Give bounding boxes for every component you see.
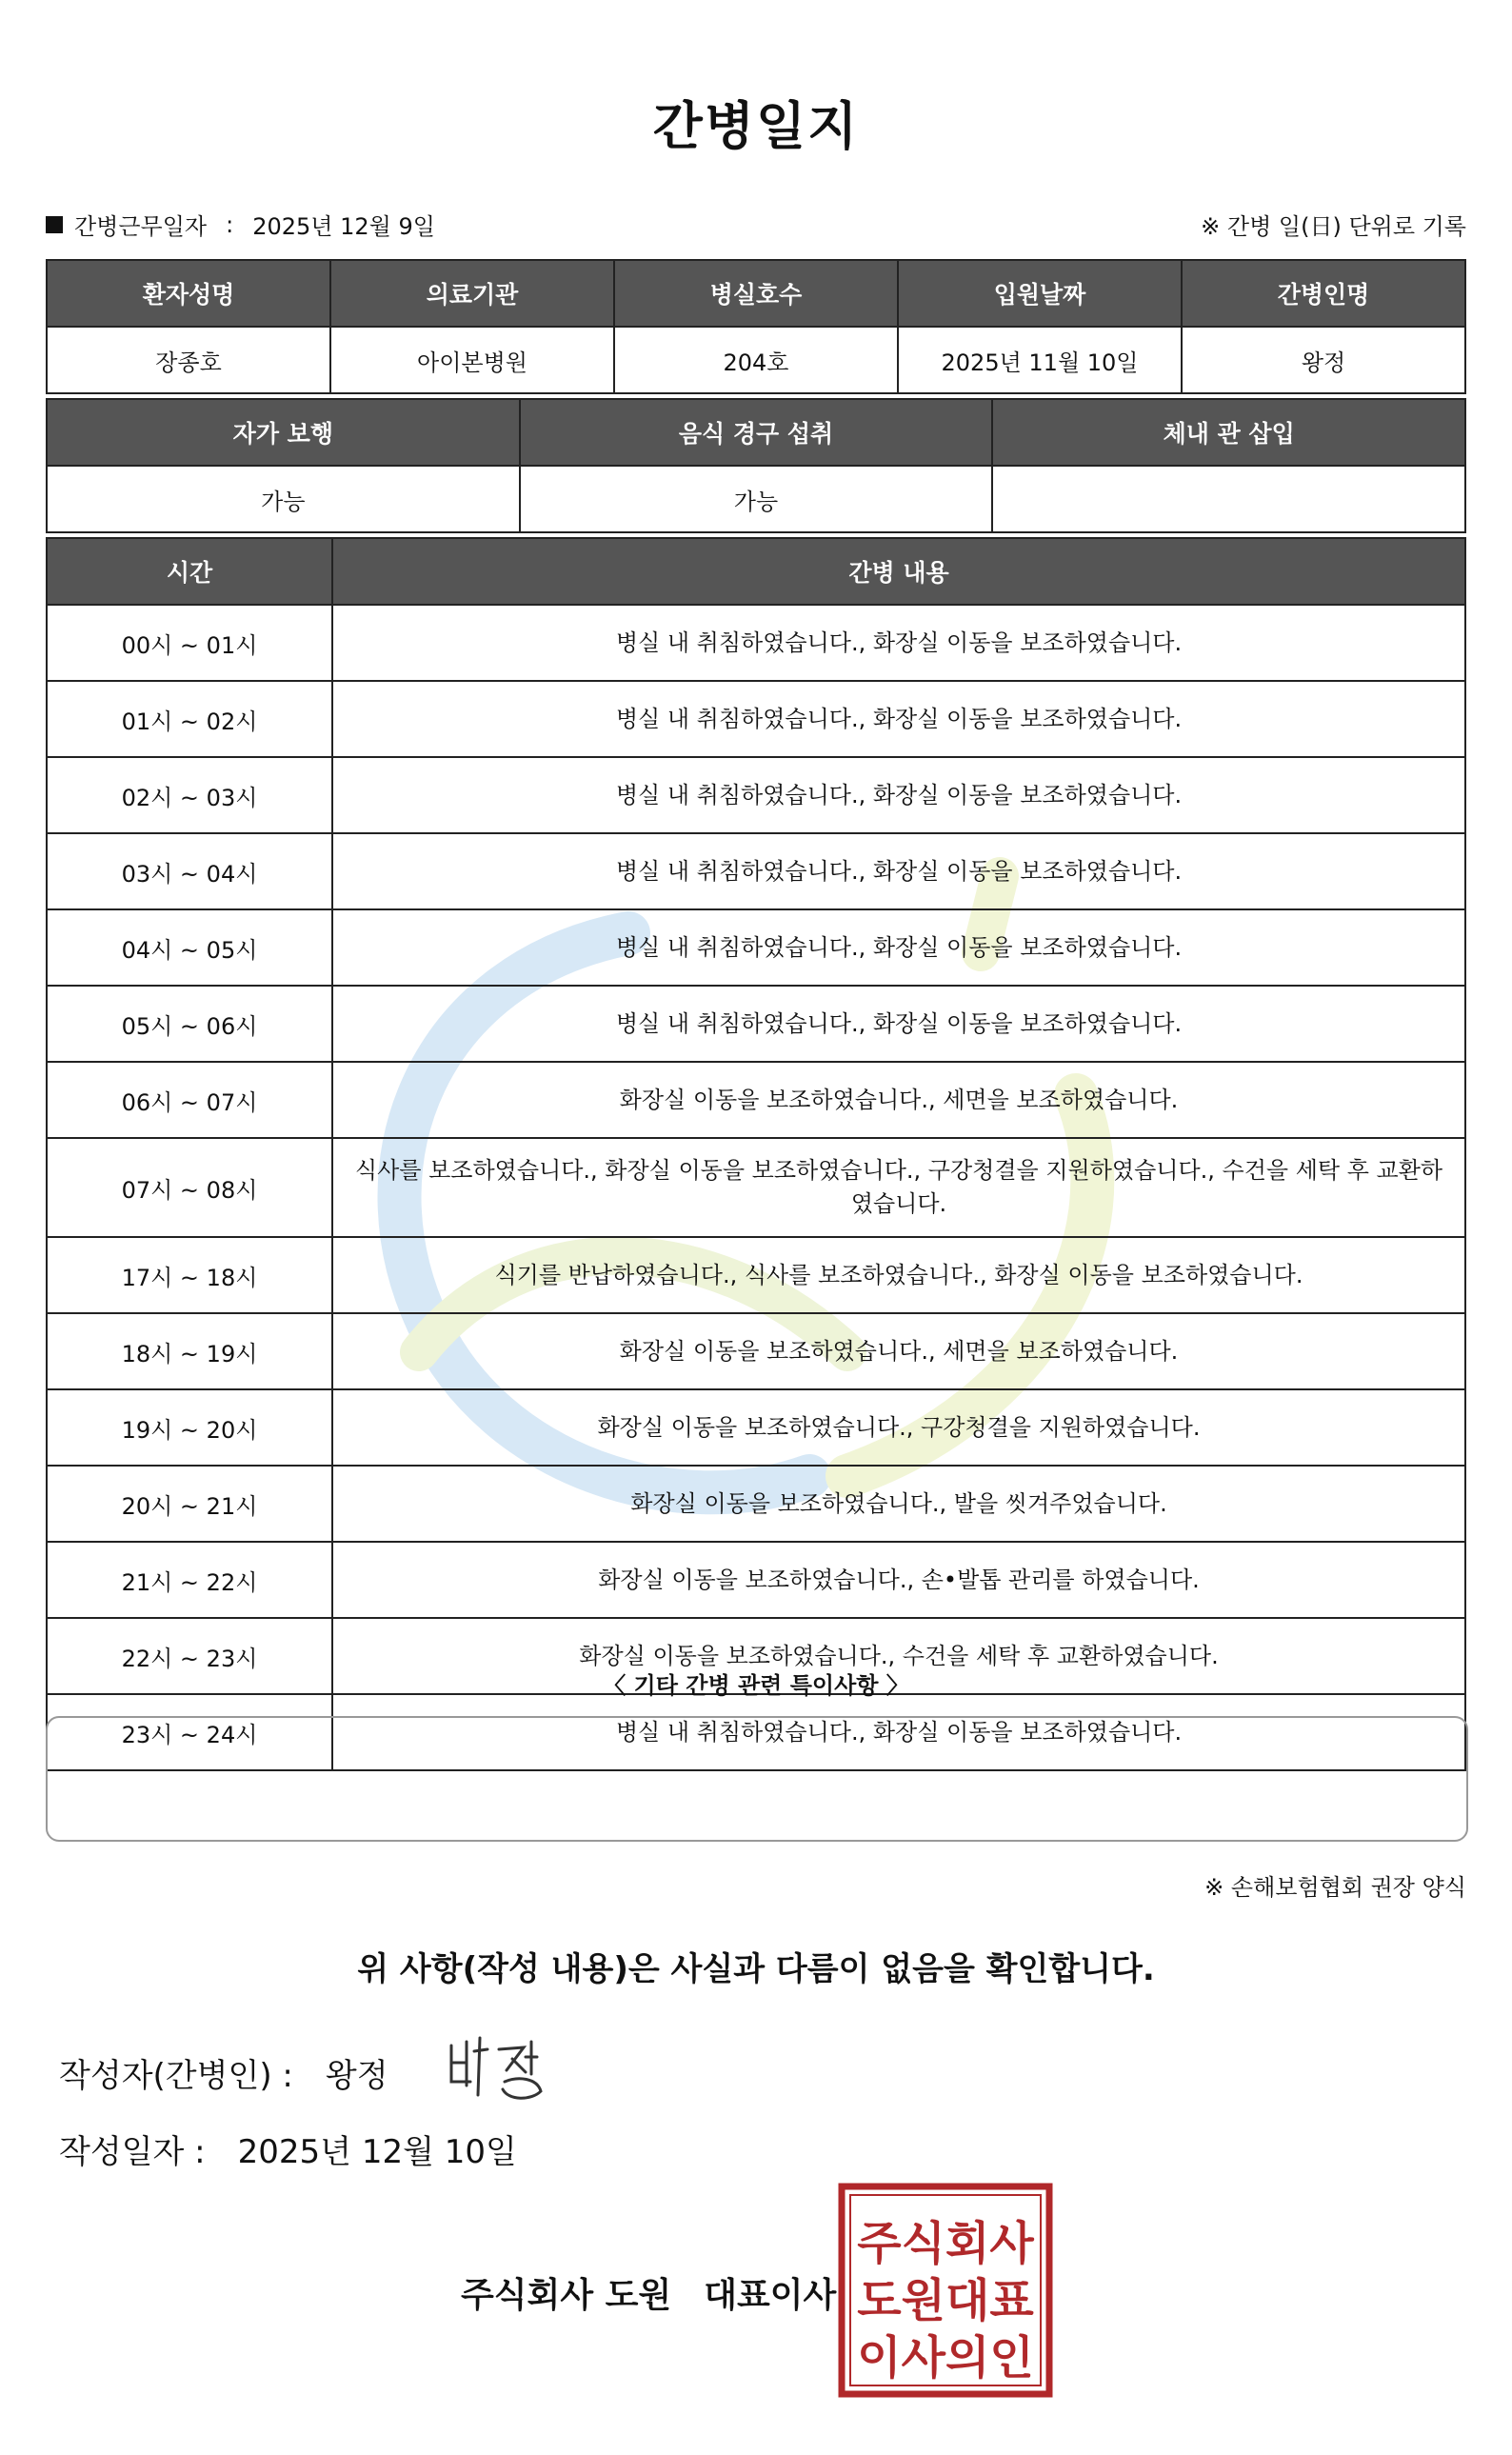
written-date-value: 2025년 12월 10일 xyxy=(237,2133,517,2171)
table-row xyxy=(47,1062,1465,1138)
content-cell: 병실 내 취침하였습니다., 화장실 이동을 보조하였습니다. xyxy=(332,757,1465,833)
written-date-row xyxy=(59,2126,517,2172)
table-row xyxy=(47,1389,1465,1466)
handwritten-signature xyxy=(446,2028,550,2105)
company-seal-stamp xyxy=(838,2183,1053,2398)
header-oral-intake: 음식 경구 섭취 xyxy=(520,399,993,466)
self-walking-value: 가능 xyxy=(47,466,520,532)
written-date-label: 작성일자 : xyxy=(59,2133,206,2171)
time-cell: 18시 ~ 19시 xyxy=(47,1313,332,1389)
time-cell: 04시 ~ 05시 xyxy=(47,909,332,986)
table-row xyxy=(47,1313,1465,1389)
time-cell: 17시 ~ 18시 xyxy=(47,1237,332,1313)
table-row xyxy=(47,1237,1465,1313)
tube-insertion-value xyxy=(992,466,1465,532)
header-tube-insertion: 체내 관 삽입 xyxy=(992,399,1465,466)
header-time: 시간 xyxy=(47,538,332,605)
hospital-name: 아이본병원 xyxy=(330,327,614,393)
company-signature-line xyxy=(461,2268,836,2317)
seal-line-1: 주식회사 xyxy=(857,2217,1034,2270)
table-row xyxy=(47,833,1465,909)
patient-name: 장종호 xyxy=(47,327,330,393)
time-cell: 00시 ~ 01시 xyxy=(47,605,332,681)
writer-row xyxy=(59,2049,388,2096)
table-row xyxy=(47,909,1465,986)
content-cell: 화장실 이동을 보조하였습니다., 세면을 보조하였습니다. xyxy=(332,1313,1465,1389)
table-row xyxy=(47,681,1465,757)
content-cell: 식기를 반납하였습니다., 식사를 보조하였습니다., 화장실 이동을 보조하였습니다. xyxy=(332,1237,1465,1313)
table-row xyxy=(47,1466,1465,1542)
time-cell: 23시 ~ 24시 xyxy=(47,1694,332,1770)
record-unit-note: ※ 간병 일(日) 단위로 기록 xyxy=(1201,213,1466,240)
table-row xyxy=(47,605,1465,681)
recommended-form-note: ※ 손해보험협회 권장 양식 xyxy=(1204,1874,1466,1901)
content-cell: 병실 내 취침하였습니다., 화장실 이동을 보조하였습니다. xyxy=(332,681,1465,757)
care-log-table xyxy=(46,537,1466,1771)
room-number: 204호 xyxy=(614,327,898,393)
square-bullet-icon xyxy=(46,216,63,233)
work-date-value: 2025년 12월 9일 xyxy=(252,213,435,240)
seal-line-3: 이사의인 xyxy=(857,2331,1034,2385)
content-cell: 화장실 이동을 보조하였습니다., 구강청결을 지원하였습니다. xyxy=(332,1389,1465,1466)
content-cell: 화장실 이동을 보조하였습니다., 손•발톱 관리를 하였습니다. xyxy=(332,1542,1465,1618)
time-cell: 02시 ~ 03시 xyxy=(47,757,332,833)
header-self-walking: 자가 보행 xyxy=(47,399,520,466)
time-cell: 03시 ~ 04시 xyxy=(47,833,332,909)
header-care-content: 간병 내용 xyxy=(332,538,1465,605)
admission-date: 2025년 11월 10일 xyxy=(898,327,1182,393)
work-date-label: 간병근무일자 xyxy=(74,213,208,240)
content-cell: 병실 내 취침하였습니다., 화장실 이동을 보조하였습니다. xyxy=(332,833,1465,909)
table-row xyxy=(47,1138,1465,1237)
document-title: 간병일지 xyxy=(652,96,860,156)
content-cell: 화장실 이동을 보조하였습니다., 발을 씻겨주었습니다. xyxy=(332,1466,1465,1542)
time-cell: 01시 ~ 02시 xyxy=(47,681,332,757)
content-cell: 병실 내 취침하였습니다., 화장실 이동을 보조하였습니다. xyxy=(332,605,1465,681)
time-cell: 21시 ~ 22시 xyxy=(47,1542,332,1618)
company-representative-title: 대표이사 xyxy=(704,2276,837,2315)
header-caregiver-name: 간병인명 xyxy=(1182,260,1465,327)
content-cell: 병실 내 취침하였습니다., 화장실 이동을 보조하였습니다. xyxy=(332,986,1465,1062)
header-admission-date: 입원날짜 xyxy=(898,260,1182,327)
content-cell: 병실 내 취침하였습니다., 화장실 이동을 보조하였습니다. xyxy=(332,1694,1465,1770)
oral-intake-value: 가능 xyxy=(520,466,993,532)
confirmation-statement: 위 사항(작성 내용)은 사실과 다름이 없음을 확인합니다. xyxy=(357,1950,1155,1988)
patient-status-table xyxy=(46,398,1466,533)
writer-label: 작성자(간병인) : xyxy=(59,2057,293,2095)
table-row xyxy=(47,986,1465,1062)
content-cell: 병실 내 취침하였습니다., 화장실 이동을 보조하였습니다. xyxy=(332,909,1465,986)
seal-line-2: 도원대표 xyxy=(857,2274,1034,2327)
header-room-number: 병실호수 xyxy=(614,260,898,327)
patient-info-table xyxy=(46,259,1466,394)
header-hospital: 의료기관 xyxy=(330,260,614,327)
time-cell: 05시 ~ 06시 xyxy=(47,986,332,1062)
time-cell: 19시 ~ 20시 xyxy=(47,1389,332,1466)
notes-heading: 〈 기타 간병 관련 특이사항 〉 xyxy=(603,1672,909,1699)
meta-row xyxy=(46,208,1466,246)
table-row xyxy=(47,1542,1465,1618)
work-date xyxy=(46,208,435,241)
content-cell: 화장실 이동을 보조하였습니다., 세면을 보조하였습니다. xyxy=(332,1062,1465,1138)
time-cell: 06시 ~ 07시 xyxy=(47,1062,332,1138)
writer-name: 왕정 xyxy=(325,2057,388,2095)
time-cell: 22시 ~ 23시 xyxy=(47,1618,332,1694)
content-cell: 화장실 이동을 보조하였습니다., 수건을 세탁 후 교환하였습니다. xyxy=(332,1618,1465,1694)
time-cell: 07시 ~ 08시 xyxy=(47,1138,332,1237)
table-row xyxy=(47,757,1465,833)
content-cell: 식사를 보조하였습니다., 화장실 이동을 보조하였습니다., 구강청결을 지원하였습니다., 수건을 세탁 후 교환하였습니다. xyxy=(332,1138,1465,1237)
header-patient-name: 환자성명 xyxy=(47,260,330,327)
company-name: 주식회사 도원 xyxy=(461,2276,672,2315)
time-cell: 20시 ~ 21시 xyxy=(47,1466,332,1542)
work-date-separator: : xyxy=(226,210,234,238)
caregiver-name: 왕정 xyxy=(1182,327,1465,393)
notes-box[interactable] xyxy=(46,1716,1468,1842)
